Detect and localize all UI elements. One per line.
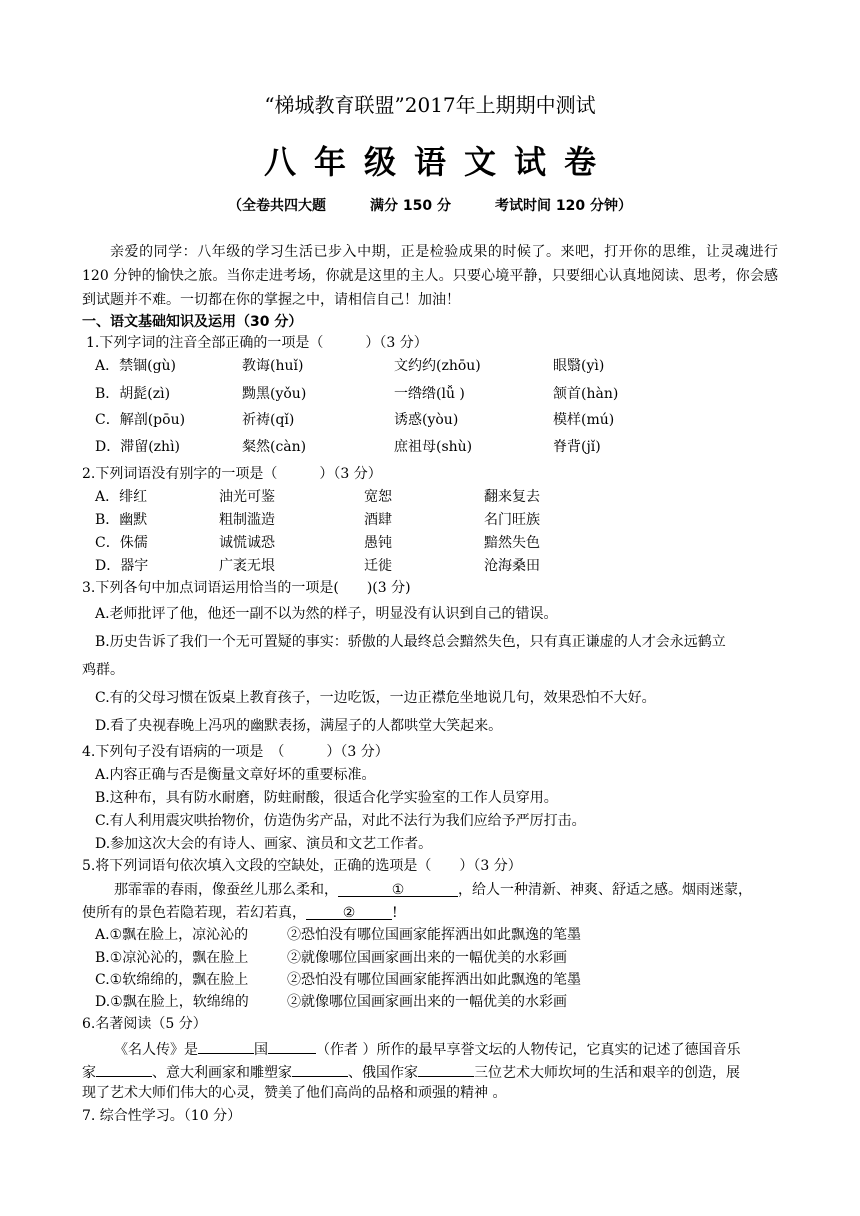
q5-passage-text: 使所有的景色若隐若现，若幻若真， — [82, 905, 306, 921]
q1-stem: 1.下列字词的注音全部正确的一项是（ ）（3 分） — [86, 335, 428, 351]
q5-passage-line1 — [114, 880, 752, 900]
q2-a-2: 油光可鉴 — [219, 489, 275, 505]
q1-d-3: 庶祖母(shù) — [394, 439, 473, 455]
exam-info-score: 满分 150 分 — [370, 198, 451, 214]
q3-stem: 3.下列各句中加点词语运用恰当的一项是( )(3 分) — [82, 580, 411, 596]
q6-stem: 6.名著阅读（5 分） — [82, 1016, 207, 1032]
q2-c-2: 诚慌诚恐 — [219, 535, 275, 551]
q1-d-2: 粲然(càn) — [242, 439, 307, 455]
intro-paragraph: 亲爱的同学：八年级的学习生活已步入中期，正是检验成果的时候了。来吧，打开你的思维，让灵魂进行 120 分钟的愉快之旅。当你走进考场，你就是这里的主人。只要心境平静，只要细心认真地阅读、思考，你会感到试题并不难。一切都在你的掌握之中，请相信自己！加油！ — [82, 244, 778, 308]
q3-option-c: C.有的父母习惯在饭桌上教育孩子，一边吃饭，一边正襟危坐地说几句，效果恐怕不大好。 — [95, 690, 656, 706]
exam-info — [0, 196, 860, 216]
q2-b-4: 名门旺族 — [484, 512, 540, 528]
q1-a-3: 文约约(zhōu) — [394, 358, 481, 374]
q6-blank-country — [198, 1037, 254, 1054]
q6-line2 — [82, 1060, 740, 1083]
q2-a-3: 宽恕 — [364, 489, 392, 505]
q4-option-b: B.这种布，具有防水耐磨，防蛀耐酸，很适合化学实验室的工作人员穿用。 — [95, 790, 558, 806]
q2-c-1: C．侏儒 — [95, 535, 148, 551]
q2-d-3: 迁徙 — [364, 558, 392, 574]
q6-blank-painter — [292, 1060, 348, 1077]
q6-line3: 现了艺术大师们伟大的心灵，赞美了他们高尚的品格和顽强的精神 。 — [82, 1085, 507, 1101]
q4-stem: 4.下列句子没有语病的一项是 （ ）（3 分） — [82, 744, 389, 760]
q1-a-1: A．禁锢(gù) — [95, 358, 177, 374]
q1-b-1: B．胡髭(zì) — [95, 386, 171, 402]
q1-d-4: 脊背(jǐ) — [553, 439, 601, 455]
q5-passage-text: 那霏霏的春雨，像蚕丝儿那么柔和， — [114, 882, 338, 898]
q2-a-1: A．绯红 — [95, 489, 148, 505]
q5-option-a-1: A.①飘在脸上，凉沁沁的 — [95, 927, 249, 943]
q3-option-a: A.老师批评了他，他还一副不以为然的样子，明显没有认识到自己的错误。 — [95, 606, 558, 622]
exam-info-scope: （全卷共四大题 — [228, 198, 327, 214]
q2-b-2: 粗制滥造 — [219, 512, 275, 528]
q5-option-b-2: ②就像哪位国画家画出来的一幅优美的水彩画 — [287, 950, 567, 966]
q1-a-2: 教诲(huǐ) — [242, 358, 304, 374]
q4-option-d: D.参加这次大会的有诗人、画家、演员和文艺工作者。 — [95, 836, 433, 852]
q2-b-3: 酒肆 — [364, 512, 392, 528]
q1-b-4: 颔首(hàn) — [553, 386, 619, 402]
q5-option-d-2: ②就像哪位国画家画出来的一幅优美的水彩画 — [287, 994, 567, 1010]
q6-text: 三位艺术大师坎坷的生活和艰辛的创造，展 — [474, 1065, 740, 1081]
q6-text: 、意大利画家和雕塑家 — [152, 1065, 292, 1081]
q5-blank-2: ② — [306, 903, 392, 920]
q5-passage-text: ，给人一种清新、神爽、舒适之感。烟雨迷蒙， — [458, 882, 752, 898]
q6-blank-musician — [96, 1060, 152, 1077]
q4-option-a: A.内容正确与否是衡量文章好坏的重要标准。 — [95, 767, 376, 783]
q2-d-1: D．器宇 — [95, 558, 149, 574]
q1-a-4: 眼翳(yì) — [553, 358, 605, 374]
q3-option-b-line2: 鸡群。 — [82, 662, 124, 678]
q2-stem: 2.下列词语没有别字的一项是（ ）（3 分） — [82, 466, 382, 482]
q5-stem: 5.将下列词语句依次填入文段的空缺处，正确的选项是（ ）（3 分） — [82, 858, 522, 874]
q6-text: 《名人传》是 — [114, 1042, 198, 1058]
q5-passage-line2 — [82, 903, 398, 923]
q5-option-c-1: C.①软绵绵的，飘在脸上 — [95, 972, 249, 988]
q1-c-1: C．解剖(pōu) — [95, 412, 186, 428]
q1-c-4: 模样(mú) — [553, 412, 615, 428]
q7-stem: 7. 综合性学习。（10 分） — [82, 1108, 242, 1124]
q1-c-2: 祈祷(qǐ) — [242, 412, 295, 428]
exam-header-title: “梯城教育联盟”2017年上期期中测试 — [264, 93, 596, 117]
q3-option-b-line1: B.历史告诉了我们一个无可置疑的事实：骄傲的人最终总会黯然失色，只有真正谦虚的人才会永远鹤立 — [95, 634, 726, 650]
q6-text: 国 — [254, 1042, 268, 1058]
section-1-heading: 一、语文基础知识及运用（30 分） — [82, 314, 303, 330]
q5-passage-text: ! — [392, 905, 398, 921]
q2-c-4: 黯然失色 — [484, 535, 540, 551]
q6-blank-author — [268, 1037, 316, 1054]
q1-c-3: 诱惑(yòu) — [394, 412, 459, 428]
q1-b-2: 黝黑(yǒu) — [242, 386, 307, 402]
q1-b-3: 一绺绺(lǚ ) — [394, 386, 465, 402]
q2-a-4: 翻来复去 — [484, 489, 540, 505]
q6-text: 、俄国作家 — [348, 1065, 418, 1081]
q5-option-d-1: D.①飘在脸上，软绵绵的 — [95, 994, 249, 1010]
q5-option-c-2: ②恐怕没有哪位国画家能挥洒出如此飘逸的笔墨 — [287, 972, 581, 988]
exam-info-time: 考试时间 120 分钟） — [495, 198, 632, 214]
q6-blank-writer — [418, 1060, 474, 1077]
q2-d-2: 广袤无垠 — [219, 558, 275, 574]
q5-option-b-1: B.①凉沁沁的，飘在脸上 — [95, 950, 249, 966]
q2-b-1: B．幽默 — [95, 512, 148, 528]
q6-text: （作者 ）所作的最早享誉文坛的人物传记，它真实的记述了德国音乐 — [316, 1042, 741, 1058]
q6-text: 家 — [82, 1065, 96, 1081]
q3-option-d: D.看了央视春晚上冯巩的幽默表扬，满屋子的人都哄堂大笑起来。 — [95, 718, 503, 734]
q5-option-a-2: ②恐怕没有哪位国画家能挥洒出如此飘逸的笔墨 — [287, 927, 581, 943]
q5-blank-1: ① — [338, 880, 458, 897]
q4-option-c: C.有人利用震灾哄抬物价，仿造伪劣产品，对此不法行为我们应给予严厉打击。 — [95, 813, 586, 829]
exam-main-title: 八年级语文试卷 — [263, 143, 614, 181]
q1-d-1: D．滞留(zhì) — [95, 439, 181, 455]
q6-line1 — [114, 1037, 740, 1060]
q2-c-3: 愚钝 — [364, 535, 392, 551]
q2-d-4: 沧海桑田 — [484, 558, 540, 574]
